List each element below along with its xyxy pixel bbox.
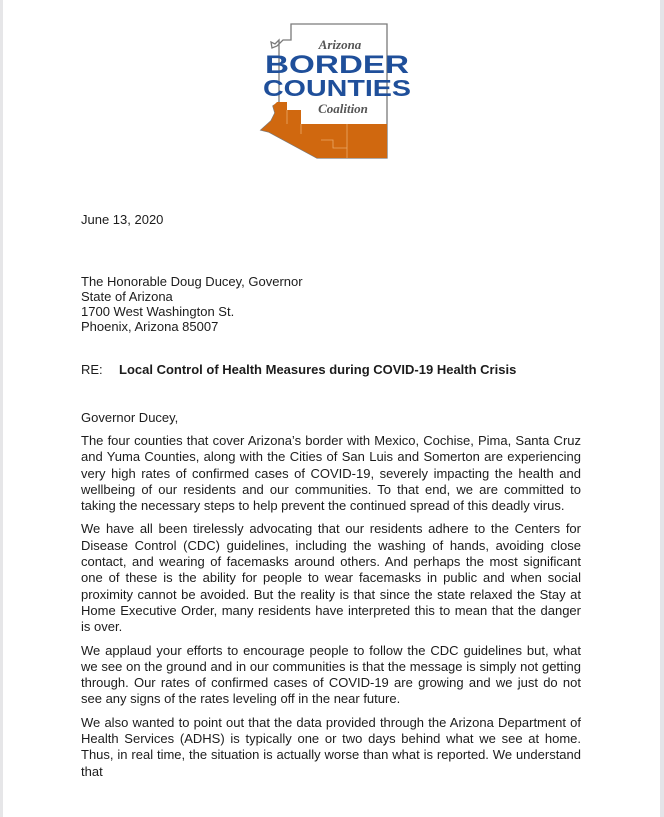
arizona-map-icon (255, 18, 415, 168)
re-label: RE: (81, 362, 103, 377)
svg-text:Arizona: Arizona (318, 37, 362, 52)
paragraph: We applaud your efforts to encourage people to follow the CDC guidelines but, what we see on the ground and in our communities is that the message is simply not getting through. Our rates of confirmed cases of COVID-19 are growing and we just do not see any signs of the rates leveling off in the near future. (81, 642, 581, 707)
re-subject: Local Control of Health Measures during COVID-19 Health Crisis (119, 362, 517, 377)
recipient-city: Phoenix, Arizona 85007 (81, 319, 219, 334)
salutation: Governor Ducey, (81, 410, 179, 425)
recipient-office: State of Arizona (81, 289, 173, 304)
paragraph: The four counties that cover Arizona’s border with Mexico, Cochise, Pima, Santa Cruz and Yuma Counties, along with the Cities of San Luis and Somerton are experiencing very high rates of confirmed cases of COVID-19, severely impacting the health and wellbeing of our residents and our communities. To that end, we are committed to taking the necessary steps to help prevent the continued spread of this deadly virus. (81, 433, 581, 514)
recipient-name: The Honorable Doug Ducey, Governor (81, 274, 303, 289)
svg-text:BORDER: BORDER (265, 51, 409, 79)
letter-body (81, 433, 581, 787)
page-edge-left (0, 0, 3, 817)
border-counties-coalition-logo (255, 18, 415, 168)
page-edge-right (660, 0, 664, 817)
subject-line (81, 362, 516, 377)
svg-text:COUNTIES: COUNTIES (263, 75, 411, 101)
paragraph: We have all been tirelessly advocating that our residents adhere to the Centers for Disease Control (CDC) guidelines, including the washing of hands, avoiding close contact, and wearing of facemasks around others. And perhaps the most significant one of these is the ability for people to wear facemasks in public and when social proximity cannot be avoided. But the reality is that since the state relaxed the Stay at Home Executive Order, many residents have interpreted this to mean that the danger is over. (81, 521, 581, 635)
svg-text:Coalition: Coalition (318, 101, 368, 116)
recipient-street: 1700 West Washington St. (81, 304, 235, 319)
recipient-address (81, 274, 303, 334)
letter-date: June 13, 2020 (81, 212, 164, 227)
paragraph: We also wanted to point out that the data provided through the Arizona Department of Health Services (ADHS) is typically one or two days behind what we see at home. Thus, in real time, the situation is actually worse than what is reported. We understand that (81, 714, 581, 779)
